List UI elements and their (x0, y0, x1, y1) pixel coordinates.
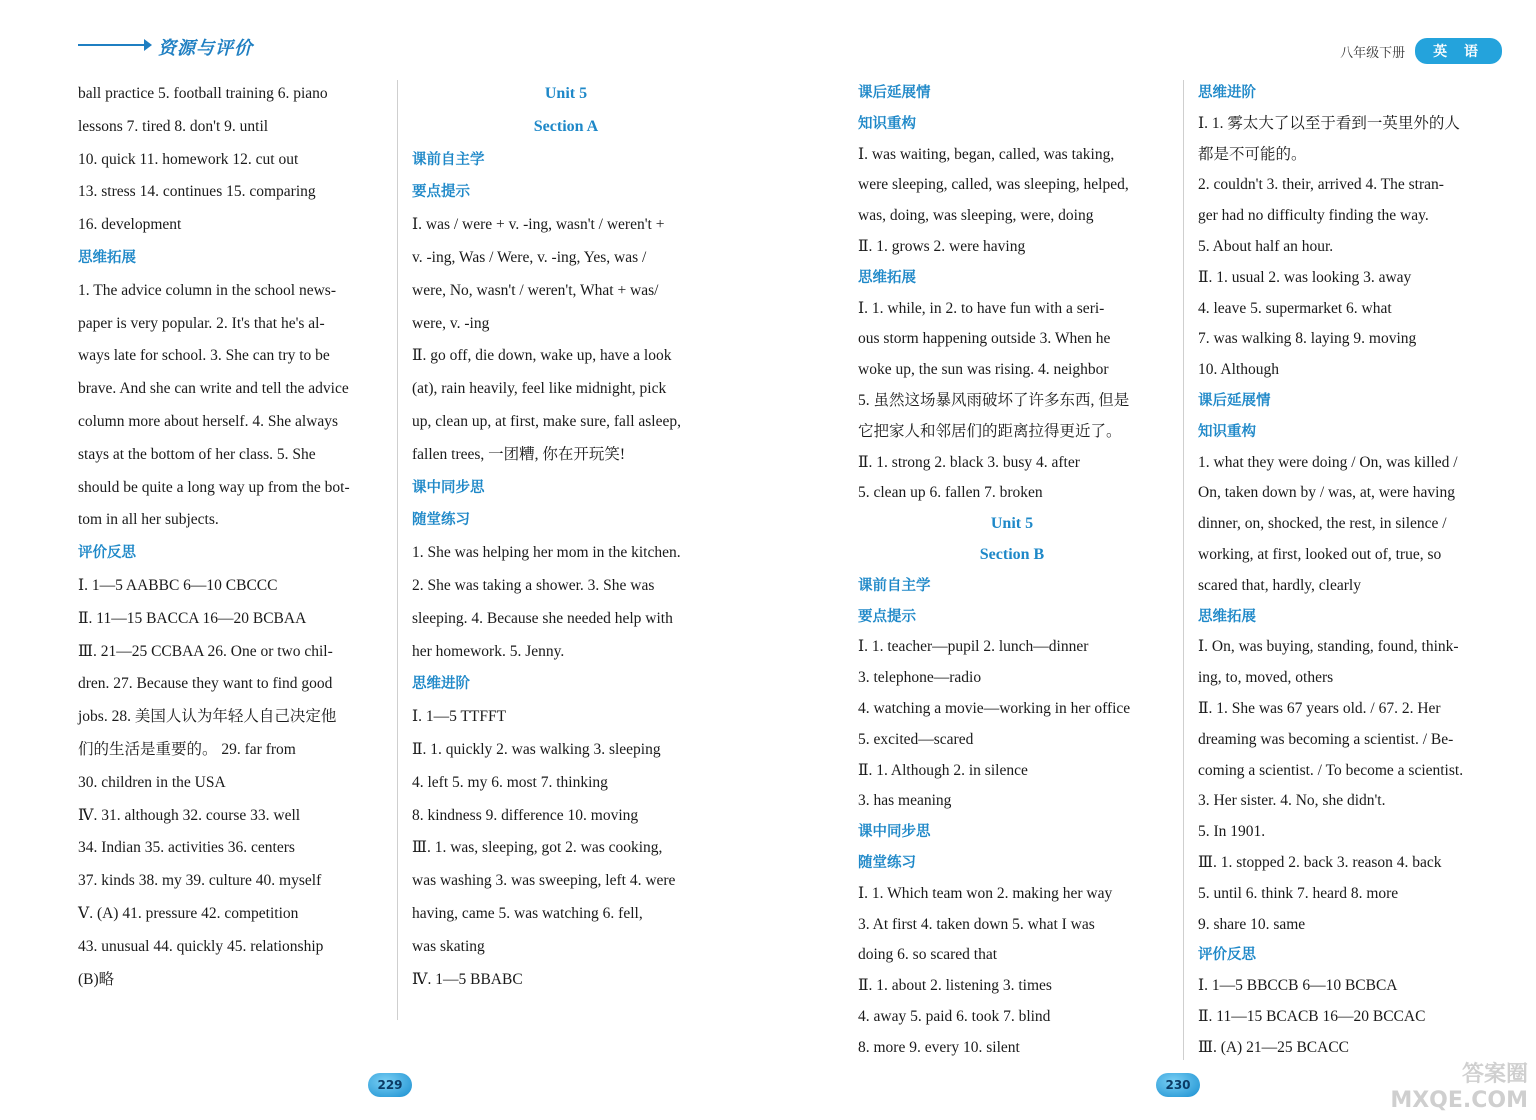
answer-line: paper is very popular. 2. It's that he's al- (78, 314, 325, 332)
answer-line: 30. children in the USA (78, 773, 226, 791)
answer-line: working, at first, looked out of, true, so (1198, 545, 1442, 563)
answer-line: Ⅰ. 1. 雾太大了以至于看到一英里外的人 (1198, 114, 1460, 132)
answer-line: Ⅲ. 1. was, sleeping, got 2. was cooking, (412, 839, 663, 857)
answer-line: 16. development (78, 216, 182, 234)
answer-line: Ⅰ. was / were + v. -ing, wasn't / weren't + (412, 216, 665, 234)
section-heading: 思维拓展 (858, 269, 916, 286)
arrow-icon (144, 39, 152, 51)
section-heading: 随堂练习 (412, 512, 470, 529)
answer-line: (at), rain heavily, feel like midnight, pick (412, 380, 667, 398)
answer-line: her homework. 5. Jenny. (412, 642, 565, 660)
left-page-column-1 (78, 78, 386, 996)
section-heading: 思维进阶 (412, 676, 470, 693)
series-logo: 资源与评价 (158, 38, 253, 59)
answer-line: Ⅱ. 1. strong 2. black 3. busy 4. after (858, 453, 1080, 471)
answer-line: 34. Indian 35. activities 36. centers (78, 839, 295, 857)
answer-line: 3. has meaning (858, 792, 952, 810)
answer-line: 10. Although (1198, 361, 1279, 379)
answer-line: Ⅱ. 1. She was 67 years old. / 67. 2. Her (1198, 699, 1441, 717)
answer-line: 1. She was helping her mom in the kitchen. (412, 544, 681, 562)
answer-line: up, clean up, at first, make sure, fall asleep, (412, 412, 681, 430)
answer-line: 13. stress 14. continues 15. comparing (78, 183, 316, 201)
answer-line: 5. In 1901. (1198, 823, 1266, 841)
answer-line: 3. Her sister. 4. No, she didn't. (1198, 792, 1386, 810)
answer-line: 它把家人和邻居们的距离拉得更近了。 (858, 422, 1122, 440)
answer-line: On, taken down by / was, at, were having (1198, 484, 1455, 502)
section-heading: 知识重构 (858, 115, 916, 132)
answer-line: fallen trees, 一团糟, 你在开玩笑! (412, 445, 626, 463)
section-heading: 评价反思 (1198, 947, 1256, 964)
answer-line: having, came 5. was watching 6. fell, (412, 904, 643, 922)
answer-line: coming a scientist. / To become a scientist. (1198, 761, 1464, 779)
page-number-left: 229 (368, 1073, 412, 1097)
answer-line: Ⅰ. On, was buying, standing, found, think- (1198, 638, 1459, 656)
answer-line: were sleeping, called, was sleeping, helped, (858, 176, 1129, 194)
header-right (1340, 38, 1502, 64)
answer-line: 4. away 5. paid 6. took 7. blind (858, 1007, 1051, 1025)
answer-line: column more about herself. 4. She always (78, 412, 338, 430)
page-number-right: 230 (1156, 1073, 1200, 1097)
answer-line: 4. left 5. my 6. most 7. thinking (412, 773, 608, 791)
column-divider (1183, 80, 1184, 1060)
right-page-column-2 (1198, 78, 1508, 1064)
section-heading: 思维进阶 (1198, 85, 1256, 101)
answer-line: Ⅰ. 1—5 BBCCB 6—10 BCBCA (1198, 977, 1398, 995)
answer-line: 5. excited—scared (858, 730, 974, 748)
section-heading: 课前自主学 (858, 577, 931, 594)
section-heading: 课后延展情 (1198, 392, 1271, 409)
answer-line: 们的生活是重要的。 29. far from (78, 740, 296, 758)
answer-line: ing, to, moved, others (1198, 669, 1334, 687)
answer-line: Ⅰ. 1—5 AABBC 6—10 CBCCC (78, 576, 278, 594)
answer-line: ways late for school. 3. She can try to be (78, 347, 330, 365)
answer-line: Ⅱ. 1. grows 2. were having (858, 237, 1026, 255)
watermark-line-2: MXQE.COM (1390, 1088, 1528, 1113)
answer-line: 5. until 6. think 7. heard 8. more (1198, 884, 1399, 902)
section-heading: 课中同步思 (858, 824, 931, 841)
answer-line: Ⅱ. 1. usual 2. was looking 3. away (1198, 268, 1412, 286)
answer-line: 4. watching a movie—working in her office (858, 699, 1131, 717)
answer-line: Ⅰ. 1. while, in 2. to have fun with a seri- (858, 299, 1105, 317)
unit-title: Section B (979, 545, 1045, 563)
answer-line: 10. quick 11. homework 12. cut out (78, 150, 299, 168)
grade-label: 八年级下册 (1340, 45, 1406, 61)
answer-line: 5. clean up 6. fallen 7. broken (858, 484, 1043, 502)
answer-line: were, v. -ing (412, 314, 490, 332)
answer-line: dreaming was becoming a scientist. / Be- (1198, 730, 1454, 748)
answer-line: sleeping. 4. Because she needed help with (412, 609, 673, 627)
answer-line: Ⅲ. 21—25 CCBAA 26. One or two chil- (78, 642, 333, 660)
section-heading: 评价反思 (78, 545, 136, 562)
answer-line: 7. was walking 8. laying 9. moving (1198, 330, 1417, 348)
answer-line: dren. 27. Because they want to find good (78, 675, 333, 693)
section-heading: 思维拓展 (1198, 608, 1256, 625)
watermark (1390, 1062, 1528, 1114)
answer-line: 9. share 10. same (1198, 915, 1306, 933)
unit-title: Section A (533, 117, 599, 135)
answer-line: 8. more 9. every 10. silent (858, 1038, 1020, 1056)
answer-line: 3. At first 4. taken down 5. what I was (858, 915, 1095, 933)
answer-line: Ⅱ. 1. quickly 2. was walking 3. sleeping (412, 740, 661, 758)
answer-line: Ⅱ. 1. Although 2. in silence (858, 761, 1028, 779)
answer-line: Ⅱ. go off, die down, wake up, have a look (412, 347, 672, 365)
answer-line: Ⅴ. (A) 41. pressure 42. competition (78, 904, 299, 922)
answer-line: Ⅲ. 1. stopped 2. back 3. reason 4. back (1198, 853, 1442, 871)
subject-badge: 英 语 (1415, 38, 1502, 64)
section-heading: 知识重构 (1198, 423, 1256, 440)
answer-line: brave. And she can write and tell the advice (78, 380, 349, 398)
answer-line: 1. The advice column in the school news- (78, 281, 336, 299)
answer-line: Ⅰ. 1. Which team won 2. making her way (858, 884, 1113, 902)
section-heading: 课后延展情 (858, 85, 931, 101)
watermark-line-1: 答案圈 (1461, 1062, 1528, 1087)
answer-line: Ⅰ. 1—5 TTFFT (412, 708, 507, 726)
answer-line: 2. couldn't 3. their, arrived 4. The stran- (1198, 176, 1444, 194)
section-heading: 课前自主学 (412, 151, 485, 168)
answer-line: 都是不可能的。 (1198, 145, 1307, 163)
answer-line: 5. About half an hour. (1198, 237, 1334, 255)
answer-line: 43. unusual 44. quickly 45. relationship (78, 937, 324, 955)
unit-title: Unit 5 (544, 85, 588, 102)
answer-line: 3. telephone—radio (858, 669, 982, 687)
right-page-column-1 (858, 78, 1166, 1064)
answer-line: Ⅳ. 1—5 BBABC (412, 970, 523, 988)
answer-line: lessons 7. tired 8. don't 9. until (78, 117, 269, 135)
answer-line: ball practice 5. football training 6. piano (78, 85, 328, 102)
answer-line: should be quite a long way up from the bot- (78, 478, 350, 496)
answer-line: doing 6. so scared that (858, 946, 998, 964)
answer-line: Ⅱ. 11—15 BCACB 16—20 BCCAC (1198, 1007, 1426, 1025)
answer-line: was washing 3. was sweeping, left 4. were (412, 872, 676, 890)
answer-line: scared that, hardly, clearly (1198, 576, 1361, 594)
header-left (78, 34, 278, 58)
answer-line: Ⅰ. 1. teacher—pupil 2. lunch—dinner (858, 638, 1089, 656)
column-divider (397, 80, 398, 1020)
answer-line: Ⅳ. 31. although 32. course 33. well (78, 806, 301, 824)
left-page-column-2 (412, 78, 720, 996)
answer-line: (B)略 (78, 970, 115, 988)
section-heading: 要点提示 (412, 184, 470, 201)
answer-line: dinner, on, shocked, the rest, in silence / (1198, 515, 1447, 533)
answer-line: was skating (412, 937, 485, 955)
answer-line: Ⅱ. 11—15 BACCA 16—20 BCBAA (78, 609, 307, 627)
section-heading: 思维拓展 (78, 249, 136, 266)
section-heading: 课中同步思 (412, 479, 485, 496)
answer-line: ous storm happening outside 3. When he (858, 330, 1111, 348)
answer-line: Ⅰ. was waiting, began, called, was taking, (858, 145, 1115, 163)
answer-line: Ⅲ. (A) 21—25 BCACC (1198, 1038, 1350, 1056)
answer-line: woke up, the sun was rising. 4. neighbor (858, 361, 1109, 379)
section-heading: 随堂练习 (858, 854, 916, 871)
answer-line: 8. kindness 9. difference 10. moving (412, 806, 639, 824)
answer-line: 4. leave 5. supermarket 6. what (1198, 299, 1392, 317)
answer-line: stays at the bottom of her class. 5. She (78, 445, 316, 463)
unit-title: Unit 5 (990, 515, 1034, 533)
answer-line: Ⅱ. 1. about 2. listening 3. times (858, 977, 1052, 995)
answer-line: 1. what they were doing / On, was killed / (1198, 453, 1458, 471)
answer-line: was, doing, was sleeping, were, doing (858, 207, 1094, 225)
section-heading: 要点提示 (858, 608, 916, 625)
answer-line: v. -ing, Was / Were, v. -ing, Yes, was / (412, 248, 647, 266)
header-rule (78, 44, 146, 46)
answer-line: were, No, wasn't / weren't, What + was/ (412, 281, 659, 299)
answer-line: jobs. 28. 美国人认为年轻人自己决定他 (78, 708, 337, 726)
answer-line: 37. kinds 38. my 39. culture 40. myself (78, 872, 322, 890)
answer-line: tom in all her subjects. (78, 511, 219, 529)
answer-line: ger had no difficulty finding the way. (1198, 207, 1429, 225)
answer-line: 2. She was taking a shower. 3. She was (412, 576, 655, 594)
answer-line: 5. 虽然这场暴风雨破坏了许多东西, 但是 (858, 391, 1130, 409)
